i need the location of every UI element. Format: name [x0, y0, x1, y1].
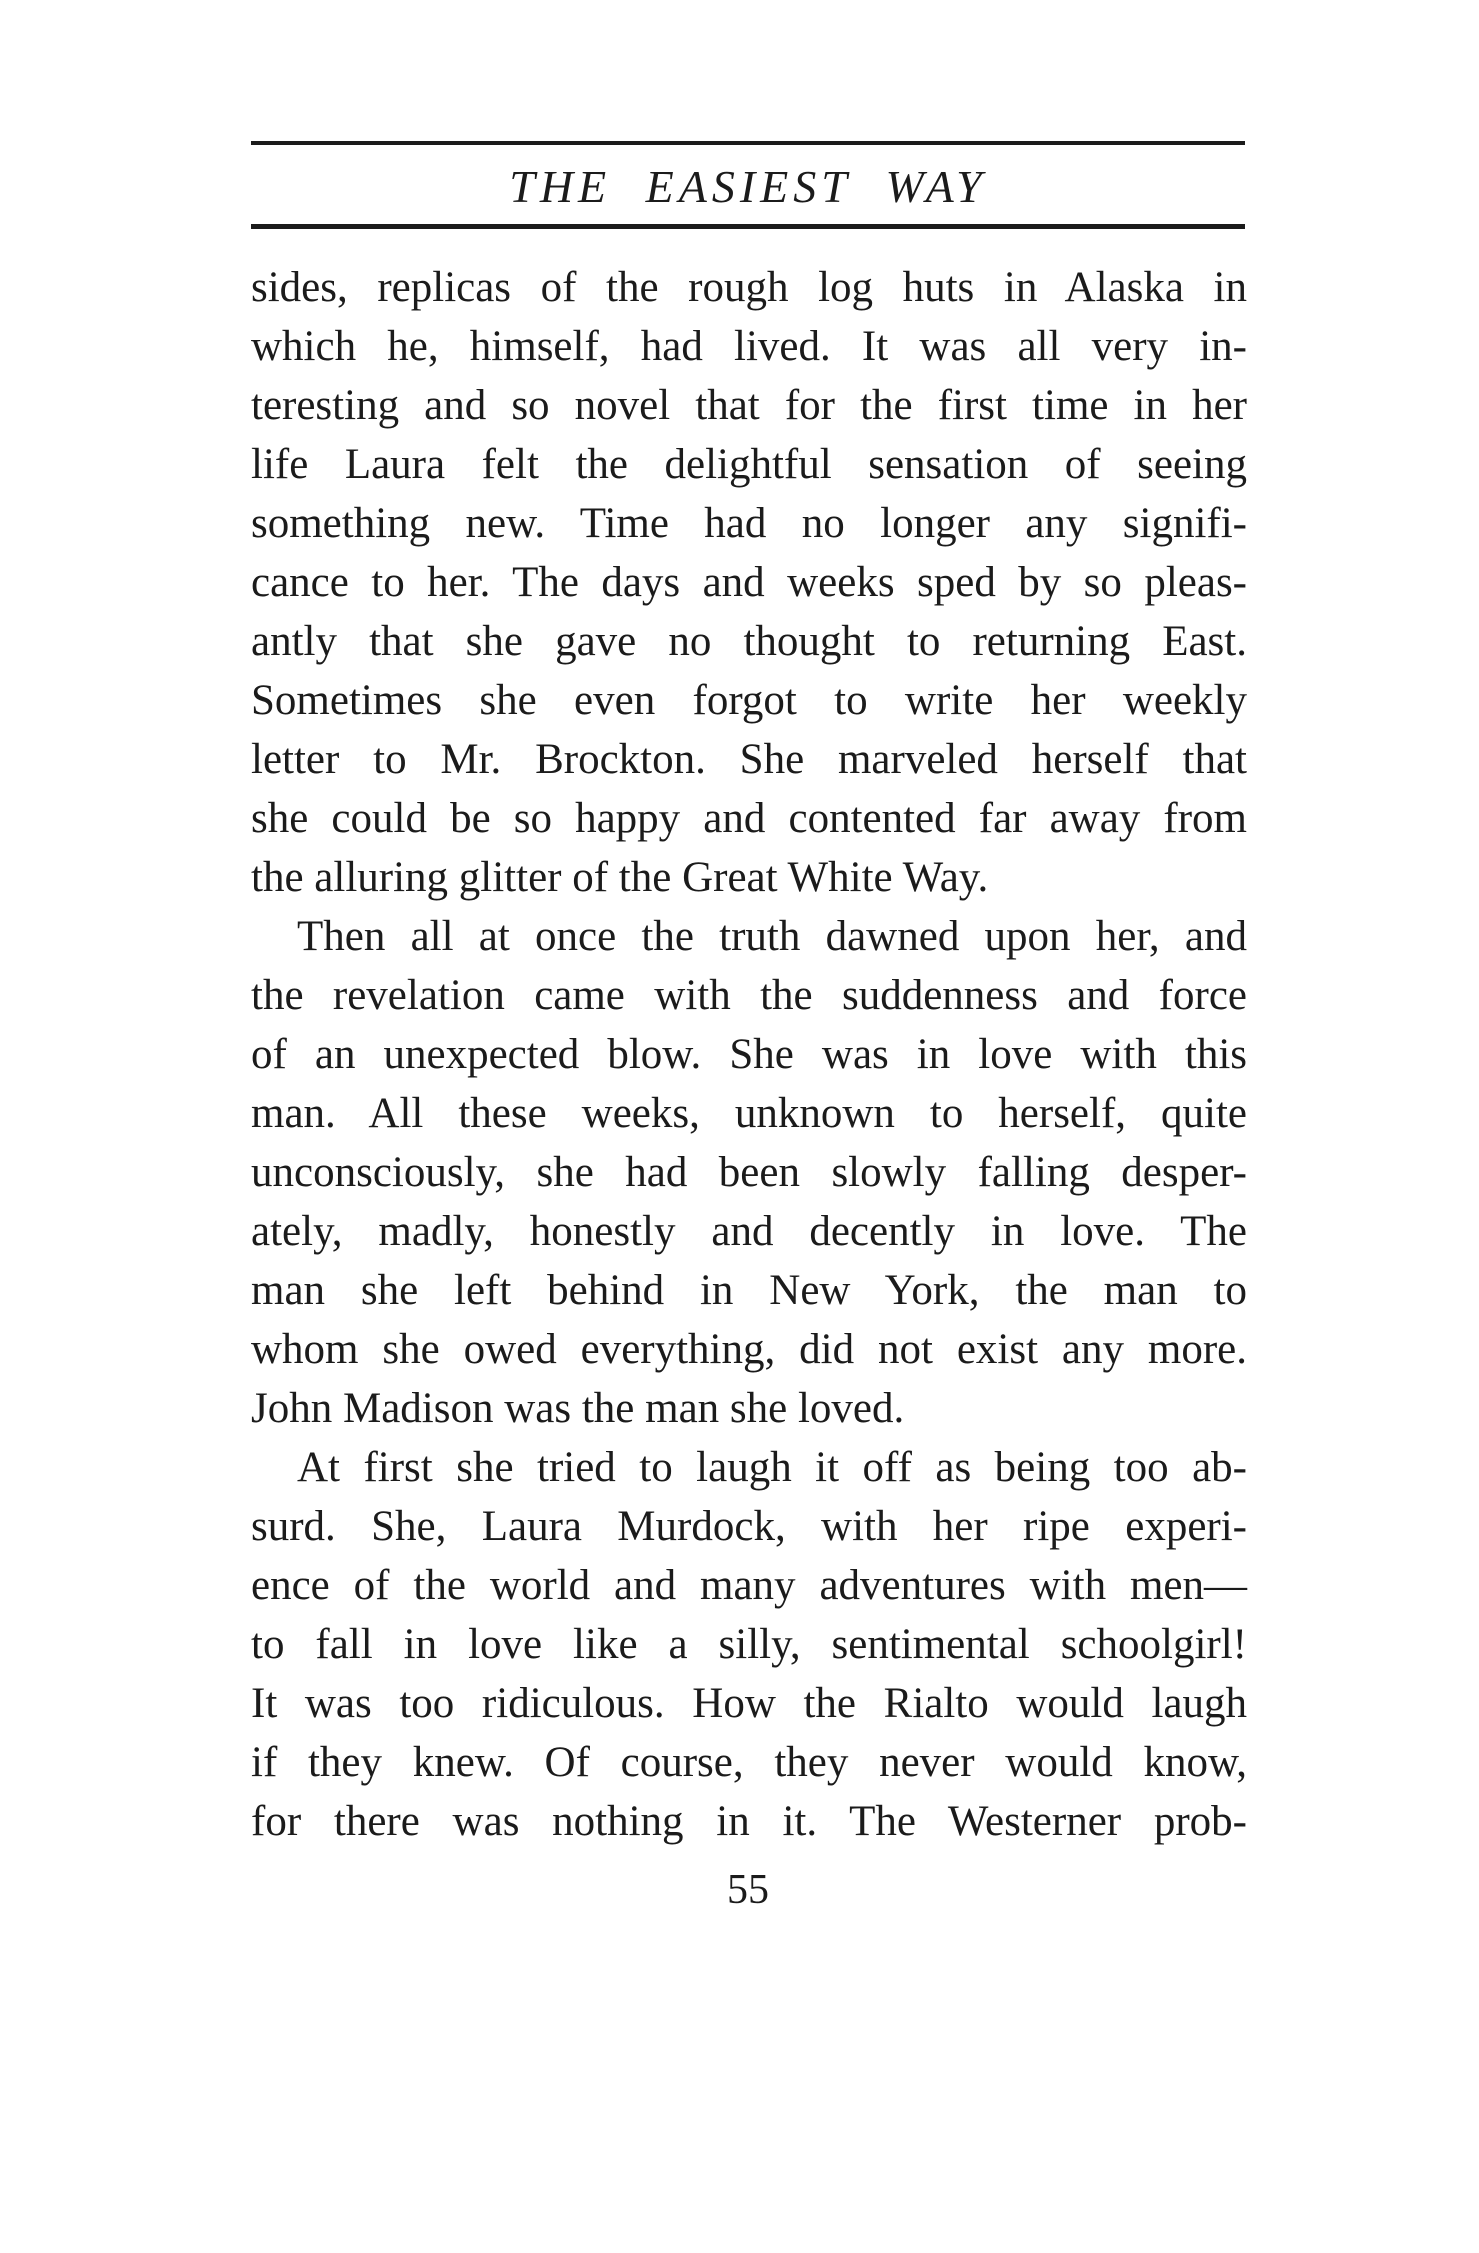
text-line: surd. She, Laura Murdock, with her ripe experi- — [251, 1503, 1247, 1550]
page-number: 55 — [727, 1867, 769, 1913]
text-line: whom she owed everything, did not exist any more. — [251, 1326, 1247, 1373]
text-line: sides, replicas of the rough log huts in Alaska in — [251, 264, 1247, 311]
text-line: antly that she gave no thought to returning East. — [251, 618, 1247, 665]
text-line: unconsciously, she had been slowly falling desper- — [251, 1149, 1247, 1196]
running-head-title: THE EASIEST WAY — [509, 161, 987, 212]
text-line: Then all at once the truth dawned upon her, and — [297, 913, 1247, 960]
text-line: for there was nothing in it. The Westerner prob- — [251, 1798, 1247, 1845]
text-line: life Laura felt the delightful sensation of seeing — [251, 441, 1247, 488]
text-line: ately, madly, honestly and decently in love. The — [251, 1208, 1247, 1255]
text-line: ence of the world and many adventures with men— — [251, 1562, 1247, 1609]
body-text — [251, 258, 1247, 1851]
text-line: It was too ridiculous. How the Rialto would laugh — [251, 1680, 1247, 1727]
text-line: to fall in love like a silly, sentimental schoolgirl! — [251, 1621, 1247, 1668]
text-line: of an unexpected blow. She was in love with this — [251, 1031, 1247, 1078]
text-line: she could be so happy and contented far away from — [251, 795, 1247, 842]
text-line: if they knew. Of course, they never would know, — [251, 1739, 1247, 1786]
header-rule-bottom — [251, 224, 1245, 229]
text-line: letter to Mr. Brockton. She marveled herself that — [251, 736, 1247, 783]
text-line: teresting and so novel that for the first time in her — [251, 382, 1247, 429]
text-line: John Madison was the man she loved. — [251, 1385, 905, 1432]
text-line: something new. Time had no longer any signifi- — [251, 500, 1247, 547]
text-line: which he, himself, had lived. It was all very in- — [251, 323, 1247, 370]
text-line: the alluring glitter of the Great White Way. — [251, 854, 989, 901]
text-line: At first she tried to laugh it off as being too ab- — [297, 1444, 1247, 1491]
text-line: man. All these weeks, unknown to herself, quite — [251, 1090, 1247, 1137]
header-rule-top — [251, 141, 1245, 145]
text-line: cance to her. The days and weeks sped by so pleas- — [251, 559, 1247, 606]
text-line: man she left behind in New York, the man to — [251, 1267, 1247, 1314]
text-line: Sometimes she even forgot to write her weekly — [251, 677, 1247, 724]
text-line: the revelation came with the suddenness and force — [251, 972, 1247, 1019]
